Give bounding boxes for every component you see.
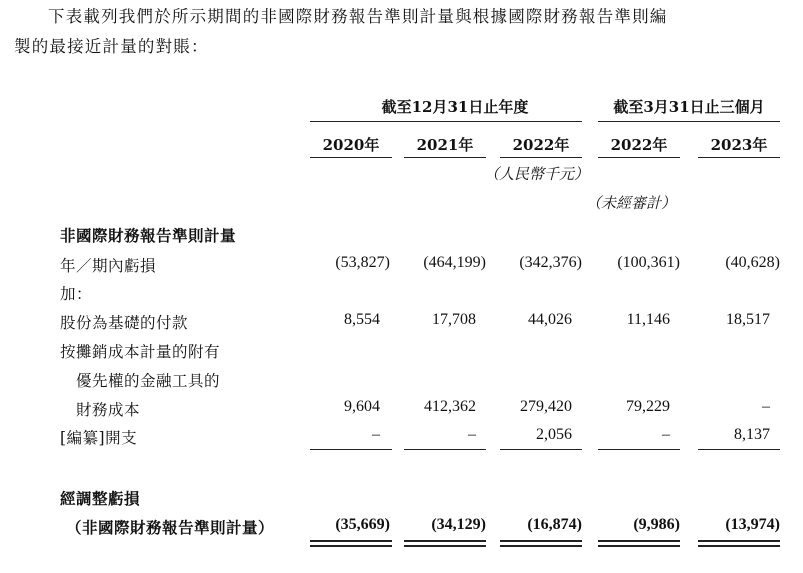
intro-line-1: 下表載列我們於所示期間的非國際財務報告準則計量與根據國際財務報告準則編 — [48, 7, 668, 26]
cell-fin-2023q: – — [762, 398, 770, 415]
intro-line-2: 製的最接近計量的對賬： — [14, 37, 209, 56]
year-rule — [698, 157, 780, 158]
row-label-loss: 年／期內虧損 — [60, 257, 157, 275]
total-double-rule — [404, 540, 486, 542]
row-label-listing-expense: [編纂]開支 — [60, 429, 138, 447]
cell-sbp-2023q: 18,517 — [726, 311, 770, 328]
subtotal-rule — [598, 449, 680, 450]
year-header-2020: 2020年 — [322, 136, 380, 154]
row-label-non-ifrs-heading: 非國際財務報告準則計量 — [60, 226, 237, 245]
total-double-rule — [404, 545, 486, 547]
year-header-2021: 2021年 — [416, 136, 474, 154]
cell-fin-2020: 9,604 — [344, 398, 380, 415]
row-label-adjusted-loss: 經調整虧損 — [60, 489, 141, 508]
year-header-2023q: 2023年 — [710, 136, 768, 154]
cell-adj-2023q: (13,974) — [725, 516, 780, 533]
total-double-rule — [500, 540, 582, 542]
cell-sbp-2022: 44,026 — [528, 311, 572, 328]
cell-sbp-2021: 17,708 — [432, 311, 476, 328]
cell-adj-2021: (34,129) — [431, 516, 486, 533]
subtotal-rule — [698, 449, 780, 450]
cell-sbp-2022q: 11,146 — [626, 311, 670, 328]
header-group-quarter: 截至3月31日止三個月 — [613, 98, 765, 116]
cell-sbp-2020: 8,554 — [344, 311, 380, 328]
cell-fin-2021: 412,362 — [424, 398, 476, 415]
row-label-amortised-1: 按攤銷成本計量的附有 — [60, 343, 221, 361]
cell-fin-2022: 279,420 — [520, 398, 572, 415]
year-header-2022: 2022年 — [512, 136, 570, 154]
total-double-rule — [500, 545, 582, 547]
intro-paragraph — [14, 2, 794, 62]
cell-listing-2022q: – — [662, 426, 670, 443]
cell-adj-2022q: (9,986) — [633, 516, 680, 533]
total-double-rule — [698, 540, 780, 542]
cell-listing-2022: 2,056 — [536, 426, 572, 443]
total-double-rule — [598, 545, 680, 547]
cell-listing-2023q: 8,137 — [734, 426, 770, 443]
row-label-adjusted-loss-sub: （非國際財務報告準則計量） — [66, 518, 275, 537]
row-label-finance-cost: 財務成本 — [76, 401, 141, 419]
total-double-rule — [310, 545, 392, 547]
cell-adj-2020: (35,669) — [335, 516, 390, 533]
year-rule — [310, 157, 392, 158]
subtotal-rule — [310, 449, 392, 450]
row-label-share-based: 股份為基礎的付款 — [60, 314, 189, 332]
year-rule — [598, 157, 680, 158]
cell-loss-2022q: (100,361) — [617, 254, 680, 271]
row-label-add: 加： — [60, 285, 93, 303]
total-double-rule — [698, 545, 780, 547]
cell-loss-2023q: (40,628) — [725, 254, 780, 271]
cell-listing-2020: – — [372, 426, 380, 443]
unaudited-label: （未經審計） — [586, 194, 677, 212]
cell-loss-2022: (342,376) — [519, 254, 582, 271]
total-double-rule — [598, 540, 680, 542]
subtotal-rule — [500, 449, 582, 450]
cell-fin-2022q: 79,229 — [626, 398, 670, 415]
cell-listing-2021: – — [468, 426, 476, 443]
header-group-annual-rule — [310, 121, 582, 122]
year-rule — [404, 157, 486, 158]
subtotal-rule — [404, 449, 486, 450]
total-double-rule — [310, 540, 392, 542]
cell-loss-2020: (53,827) — [335, 254, 390, 271]
row-label-amortised-2: 優先權的金融工具的 — [76, 372, 221, 390]
header-group-quarter-rule — [598, 121, 780, 122]
header-group-annual: 截至12月31日止年度 — [381, 98, 529, 116]
year-rule — [500, 157, 582, 158]
cell-loss-2021: (464,199) — [423, 254, 486, 271]
unit-label: （人民幣千元） — [484, 165, 590, 183]
cell-adj-2022: (16,874) — [527, 516, 582, 533]
year-header-2022q: 2022年 — [610, 136, 668, 154]
